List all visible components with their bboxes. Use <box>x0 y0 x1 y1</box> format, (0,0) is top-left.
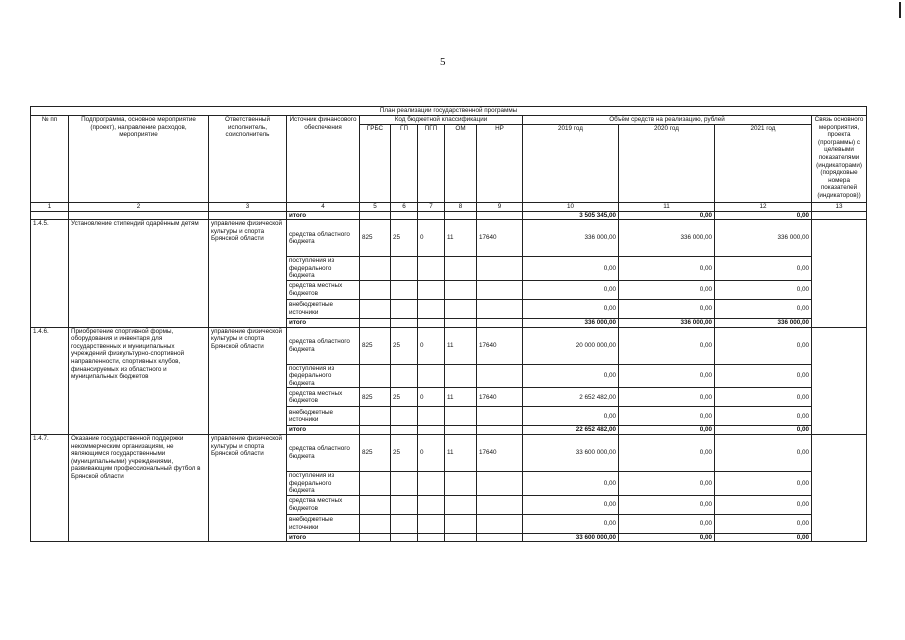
code-gp: 25 <box>391 434 418 471</box>
empty-cell <box>418 426 445 435</box>
code-om: 11 <box>445 434 477 471</box>
amount-2020: 0,00 <box>619 407 715 426</box>
code-np: 17640 <box>477 327 523 364</box>
code-np <box>477 299 523 318</box>
code-om <box>445 495 477 514</box>
header-2021: 2021 год <box>715 125 812 203</box>
code-gp <box>391 514 418 533</box>
code-np <box>477 471 523 495</box>
item-executor: управление физической культуры и спорта Брянской области <box>209 220 287 327</box>
item-executor: управление физической культуры и спорта Брянской области <box>209 327 287 434</box>
code-om <box>445 514 477 533</box>
code-gp: 25 <box>391 327 418 364</box>
amount-2019: 336 000,00 <box>523 220 619 257</box>
item-name: Установление стипендий одарённым детям <box>69 220 209 327</box>
amount-2019: 33 600 000,00 <box>523 434 619 471</box>
total-2020: 0,00 <box>619 426 715 435</box>
header-om: ОМ <box>445 125 477 203</box>
table-caption: План реализации государственной программы <box>31 107 867 116</box>
column-number-row <box>31 203 867 212</box>
funding-source: средства местных бюджетов <box>287 495 360 514</box>
code-om <box>445 280 477 299</box>
amount-2020: 0,00 <box>619 388 715 407</box>
header-subprogram: Подпрограмма, основное мероприятие (проект), направление расходов, мероприятие <box>69 116 209 203</box>
item-number: 1.4.7. <box>31 434 69 541</box>
code-grbs <box>360 407 391 426</box>
code-grbs: 825 <box>360 388 391 407</box>
total-label: итого <box>287 533 360 542</box>
item-number: 1.4.5. <box>31 220 69 327</box>
amount-2021: 0,00 <box>715 327 812 364</box>
code-pgp: 0 <box>418 220 445 257</box>
amount-2019: 2 652 482,00 <box>523 388 619 407</box>
amount-2021: 0,00 <box>715 407 812 426</box>
code-pgp: 0 <box>418 327 445 364</box>
col-number: 6 <box>391 203 418 212</box>
col-number: 2 <box>69 203 209 212</box>
amount-2021: 0,00 <box>715 434 812 471</box>
header-num: № пп <box>31 116 69 203</box>
funding-source: средства областного бюджета <box>287 220 360 257</box>
item-name: Оказание государственной поддержки некоммерческим организациям, не являющимся государственными (муниципальными) учреждениями, развивающим профессиональный футбол в Брянской области <box>69 434 209 541</box>
amount-2020: 0,00 <box>619 495 715 514</box>
total-2021: 336 000,00 <box>715 318 812 327</box>
amount-2019: 0,00 <box>523 257 619 281</box>
empty-cell <box>360 426 391 435</box>
code-pgp: 0 <box>418 434 445 471</box>
amount-2020: 0,00 <box>619 257 715 281</box>
amount-2020: 0,00 <box>619 280 715 299</box>
indicator-link <box>812 434 867 541</box>
code-pgp <box>418 407 445 426</box>
empty-cell <box>391 533 418 542</box>
amount-2020: 0,00 <box>619 364 715 388</box>
amount-2020: 336 000,00 <box>619 220 715 257</box>
total-2021: 0,00 <box>715 533 812 542</box>
empty-cell <box>418 318 445 327</box>
empty-cell <box>360 533 391 542</box>
code-gp <box>391 280 418 299</box>
page-number: 5 <box>440 56 446 68</box>
amount-2019: 0,00 <box>523 514 619 533</box>
code-om <box>445 257 477 281</box>
code-gp: 25 <box>391 220 418 257</box>
code-gp <box>391 364 418 388</box>
amount-2021: 0,00 <box>715 299 812 318</box>
funding-source: средства областного бюджета <box>287 434 360 471</box>
header-row-1 <box>31 116 867 125</box>
empty-cell <box>391 426 418 435</box>
header-2019: 2019 год <box>523 125 619 203</box>
code-grbs: 825 <box>360 327 391 364</box>
empty-cell <box>477 318 523 327</box>
empty-cell <box>391 318 418 327</box>
code-np <box>477 407 523 426</box>
total-2020: 0,00 <box>619 533 715 542</box>
col-number: 10 <box>523 203 619 212</box>
empty-cell <box>360 318 391 327</box>
code-np: 17640 <box>477 388 523 407</box>
col-number: 13 <box>812 203 867 212</box>
amount-2021: 0,00 <box>715 257 812 281</box>
code-grbs <box>360 514 391 533</box>
funding-source: поступления из федерального бюджета <box>287 257 360 281</box>
code-np: 17640 <box>477 434 523 471</box>
col-number: 3 <box>209 203 287 212</box>
top-total-row <box>31 211 867 220</box>
header-volume-group: Объём средств на реализацию, рублей <box>523 116 812 125</box>
code-om <box>445 407 477 426</box>
col-number: 4 <box>287 203 360 212</box>
code-grbs <box>360 257 391 281</box>
empty-cell <box>445 533 477 542</box>
code-pgp <box>418 471 445 495</box>
code-om <box>445 364 477 388</box>
funding-source: средства местных бюджетов <box>287 388 360 407</box>
code-pgp: 0 <box>418 388 445 407</box>
code-om <box>445 471 477 495</box>
total-2019: 336 000,00 <box>523 318 619 327</box>
amount-2021: 0,00 <box>715 364 812 388</box>
empty-cell <box>445 426 477 435</box>
table-row <box>31 434 867 471</box>
amount-2019: 0,00 <box>523 495 619 514</box>
code-np <box>477 280 523 299</box>
code-grbs <box>360 299 391 318</box>
funding-source: средства местных бюджетов <box>287 280 360 299</box>
amount-2021: 0,00 <box>715 280 812 299</box>
header-2020: 2020 год <box>619 125 715 203</box>
code-np <box>477 495 523 514</box>
total-2021: 0,00 <box>715 426 812 435</box>
item-number: 1.4.6. <box>31 327 69 434</box>
amount-2021: 0,00 <box>715 495 812 514</box>
code-grbs <box>360 280 391 299</box>
total-2020: 0,00 <box>619 211 715 220</box>
code-gp <box>391 257 418 281</box>
code-np <box>477 257 523 281</box>
amount-2021: 0,00 <box>715 388 812 407</box>
code-gp <box>391 495 418 514</box>
code-pgp <box>418 257 445 281</box>
amount-2021: 336 000,00 <box>715 220 812 257</box>
total-label: итого <box>287 318 360 327</box>
col-number: 1 <box>31 203 69 212</box>
header-np: НР <box>477 125 523 203</box>
scan-edge-mark <box>899 2 901 18</box>
code-pgp <box>418 514 445 533</box>
header-grbs: ГРБС <box>360 125 391 203</box>
total-label: итого <box>287 211 360 220</box>
code-np <box>477 514 523 533</box>
amount-2020: 0,00 <box>619 514 715 533</box>
total-label: итого <box>287 426 360 435</box>
funding-source: внебюджетные источники <box>287 514 360 533</box>
amount-2020: 0,00 <box>619 299 715 318</box>
col-number: 5 <box>360 203 391 212</box>
indicator-link <box>812 327 867 434</box>
header-gp: ГП <box>391 125 418 203</box>
code-grbs: 825 <box>360 220 391 257</box>
table-row <box>31 327 867 364</box>
funding-source: внебюджетные источники <box>287 299 360 318</box>
col-number: 11 <box>619 203 715 212</box>
empty-cell <box>477 426 523 435</box>
col-number: 9 <box>477 203 523 212</box>
amount-2019: 0,00 <box>523 280 619 299</box>
code-gp <box>391 471 418 495</box>
code-gp <box>391 299 418 318</box>
code-om: 11 <box>445 388 477 407</box>
amount-2021: 0,00 <box>715 471 812 495</box>
header-bk-group: Код бюджетной классификации <box>360 116 523 125</box>
code-om: 11 <box>445 327 477 364</box>
header-link: Связь основного мероприятия, проекта (программы) с целевыми показателями (индикаторами) (порядковые номера показателей (индикаторов)) <box>812 116 867 203</box>
col-number: 8 <box>445 203 477 212</box>
amount-2019: 20 000 000,00 <box>523 327 619 364</box>
code-np: 17640 <box>477 220 523 257</box>
caption-row <box>31 107 867 116</box>
code-pgp <box>418 495 445 514</box>
table-row <box>31 220 867 257</box>
code-pgp <box>418 280 445 299</box>
amount-2019: 0,00 <box>523 299 619 318</box>
code-grbs <box>360 495 391 514</box>
amount-2020: 0,00 <box>619 434 715 471</box>
total-2019: 3 505 345,00 <box>523 211 619 220</box>
funding-source: внебюджетные источники <box>287 407 360 426</box>
code-pgp <box>418 299 445 318</box>
amount-2019: 0,00 <box>523 407 619 426</box>
col-number: 12 <box>715 203 812 212</box>
amount-2021: 0,00 <box>715 514 812 533</box>
amount-2019: 0,00 <box>523 471 619 495</box>
total-2019: 22 652 482,00 <box>523 426 619 435</box>
amount-2020: 0,00 <box>619 471 715 495</box>
code-pgp <box>418 364 445 388</box>
header-executor: Ответственный исполнитель, соисполнитель <box>209 116 287 203</box>
item-executor: управление физической культуры и спорта Брянской области <box>209 434 287 541</box>
code-om <box>445 299 477 318</box>
funding-source: поступления из федерального бюджета <box>287 471 360 495</box>
item-name: Приобретение спортивной формы, оборудования и инвентаря для государственных и муниципальных учреждений физкультурно-спортивной направленности, спортивных клубов, финансируемых из областного и муниципальных бюджетов <box>69 327 209 434</box>
empty-cell <box>418 533 445 542</box>
code-grbs: 825 <box>360 434 391 471</box>
funding-source: средства областного бюджета <box>287 327 360 364</box>
amount-2020: 0,00 <box>619 327 715 364</box>
header-source: Источник финансового обеспечения <box>287 116 360 203</box>
total-2020: 336 000,00 <box>619 318 715 327</box>
code-grbs <box>360 364 391 388</box>
plan-table <box>30 106 867 542</box>
amount-2019: 0,00 <box>523 364 619 388</box>
col-number: 7 <box>418 203 445 212</box>
empty-cell <box>445 318 477 327</box>
code-om: 11 <box>445 220 477 257</box>
code-np <box>477 364 523 388</box>
total-2019: 33 600 000,00 <box>523 533 619 542</box>
funding-source: поступления из федерального бюджета <box>287 364 360 388</box>
code-gp <box>391 407 418 426</box>
indicator-link <box>812 220 867 327</box>
code-grbs <box>360 471 391 495</box>
total-2021: 0,00 <box>715 211 812 220</box>
empty-cell <box>477 533 523 542</box>
header-pgp: ПГП <box>418 125 445 203</box>
code-gp: 25 <box>391 388 418 407</box>
